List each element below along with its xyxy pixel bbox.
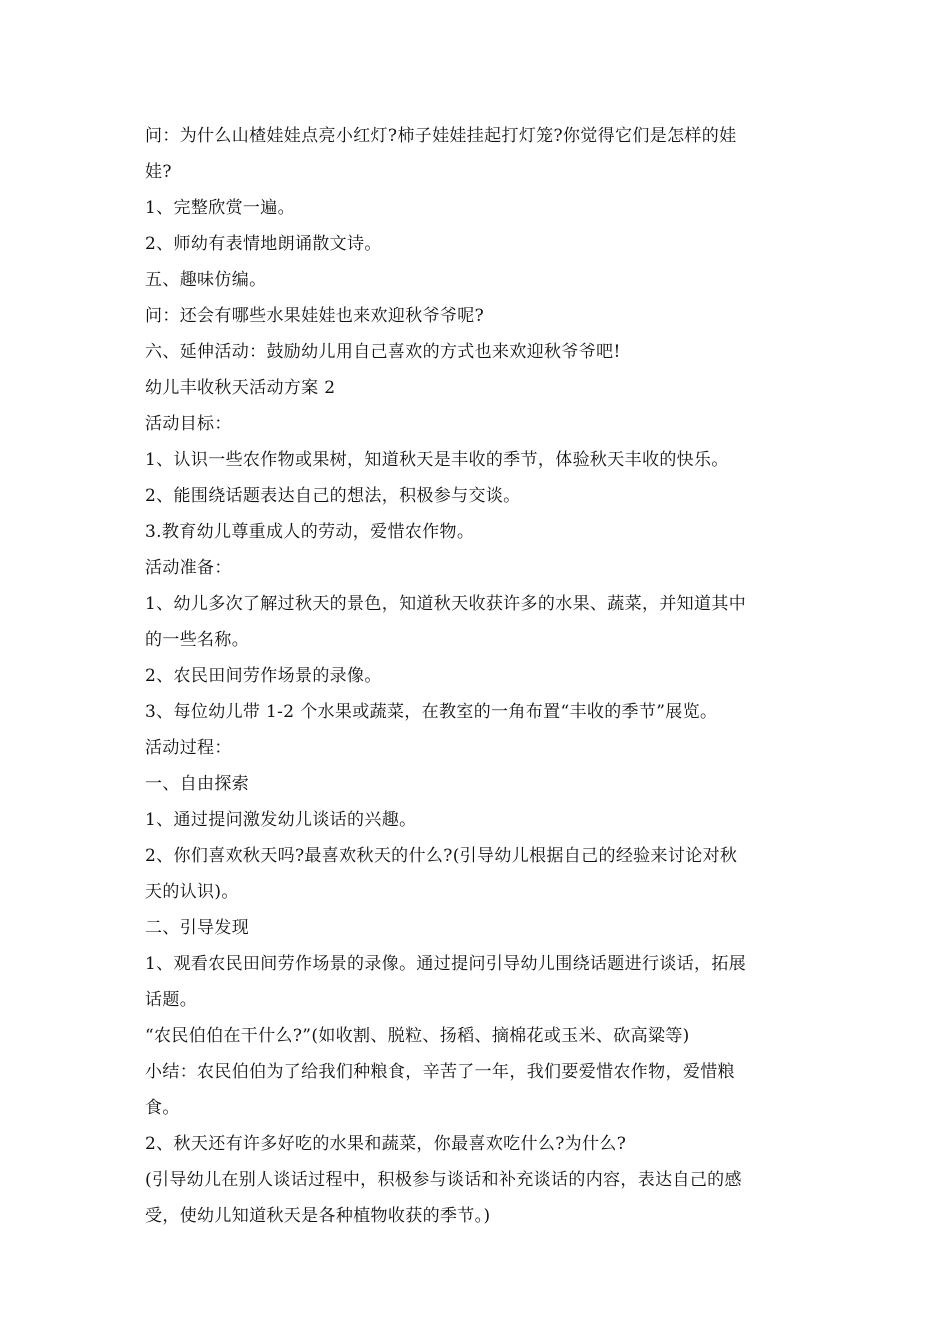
paragraph bbox=[145, 946, 813, 1018]
text-line: (引导幼儿在别人谈话过程中，积极参与谈话和补充谈话的内容，表达自己的感 bbox=[145, 1170, 742, 1190]
text-line: 3、每位幼儿带 1-2 个水果或蔬菜，在教室的一角布置“丰收的季节”展览。 bbox=[145, 702, 718, 722]
text-line: “农民伯伯在干什么?”(如收割、脱粒、扬稻、摘棉花或玉米、砍高粱等) bbox=[145, 1026, 690, 1046]
text-line: 活动目标： bbox=[145, 414, 232, 434]
text-line: 2、秋天还有许多好吃的水果和蔬菜，你最喜欢吃什么?为什么? bbox=[145, 1134, 627, 1154]
text-line: 幼儿丰收秋天活动方案 2 bbox=[145, 378, 336, 398]
paragraph bbox=[145, 1018, 813, 1054]
paragraph bbox=[145, 910, 813, 946]
text-line: 娃? bbox=[145, 162, 172, 182]
text-line: 1、完整欣赏一遍。 bbox=[145, 198, 295, 218]
paragraph bbox=[145, 658, 813, 694]
paragraph bbox=[145, 550, 813, 586]
text-line: 二、引导发现 bbox=[145, 918, 250, 938]
text-line: 一、自由探索 bbox=[145, 774, 250, 794]
text-line: 2、你们喜欢秋天吗?最喜欢秋天的什么?(引导幼儿根据自己的经验来讨论对秋 bbox=[145, 846, 738, 866]
paragraph bbox=[145, 514, 813, 550]
paragraph bbox=[145, 406, 813, 442]
paragraph bbox=[145, 298, 813, 334]
paragraph bbox=[145, 478, 813, 514]
text-line: 3.教育幼儿尊重成人的劳动，爱惜农作物。 bbox=[145, 522, 475, 542]
paragraph bbox=[145, 694, 813, 730]
paragraph bbox=[145, 1162, 813, 1234]
text-line: 1、观看农民田间劳作场景的录像。通过提问引导幼儿围绕话题进行谈话，拓展 bbox=[145, 954, 747, 974]
paragraph bbox=[145, 190, 813, 226]
paragraph bbox=[145, 766, 813, 802]
text-line: 五、趣味仿编。 bbox=[145, 270, 267, 290]
paragraph bbox=[145, 586, 813, 658]
text-line: 食。 bbox=[145, 1098, 180, 1118]
text-line: 活动过程： bbox=[145, 738, 232, 758]
text-line: 活动准备： bbox=[145, 558, 232, 578]
text-line: 问：还会有哪些水果娃娃也来欢迎秋爷爷呢? bbox=[145, 306, 485, 326]
text-line: 1、认识一些农作物或果树，知道秋天是丰收的季节，体验秋天丰收的快乐。 bbox=[145, 450, 729, 470]
text-line: 1、幼儿多次了解过秋天的景色，知道秋天收获许多的水果、蔬菜，并知道其中 bbox=[145, 594, 747, 614]
paragraph bbox=[145, 370, 813, 406]
paragraph bbox=[145, 838, 813, 910]
paragraph bbox=[145, 730, 813, 766]
text-line: 天的认识)。 bbox=[145, 882, 239, 902]
text-line: 话题。 bbox=[145, 990, 198, 1010]
document-body bbox=[145, 118, 813, 1234]
paragraph bbox=[145, 226, 813, 262]
paragraph bbox=[145, 442, 813, 478]
text-line: 2、农民田间劳作场景的录像。 bbox=[145, 666, 382, 686]
paragraph bbox=[145, 802, 813, 838]
paragraph bbox=[145, 118, 813, 190]
paragraph bbox=[145, 334, 813, 370]
text-line: 小结：农民伯伯为了给我们种粮食，辛苦了一年，我们要爱惜农作物，爱惜粮 bbox=[145, 1062, 735, 1082]
paragraph bbox=[145, 1054, 813, 1126]
text-line: 六、延伸活动：鼓励幼儿用自己喜欢的方式也来欢迎秋爷爷吧! bbox=[145, 342, 621, 362]
paragraph bbox=[145, 262, 813, 298]
text-line: 问：为什么山楂娃娃点亮小红灯?柿子娃娃挂起打灯笼?你觉得它们是怎样的娃 bbox=[145, 126, 737, 146]
text-line: 2、师幼有表情地朗诵散文诗。 bbox=[145, 234, 382, 254]
text-line: 受，使幼儿知道秋天是各种植物收获的季节。) bbox=[145, 1206, 491, 1226]
paragraph bbox=[145, 1126, 813, 1162]
text-line: 2、能围绕话题表达自己的想法，积极参与交谈。 bbox=[145, 486, 521, 506]
text-line: 的一些名称。 bbox=[145, 630, 250, 650]
text-line: 1、通过提问激发幼儿谈话的兴趣。 bbox=[145, 810, 417, 830]
